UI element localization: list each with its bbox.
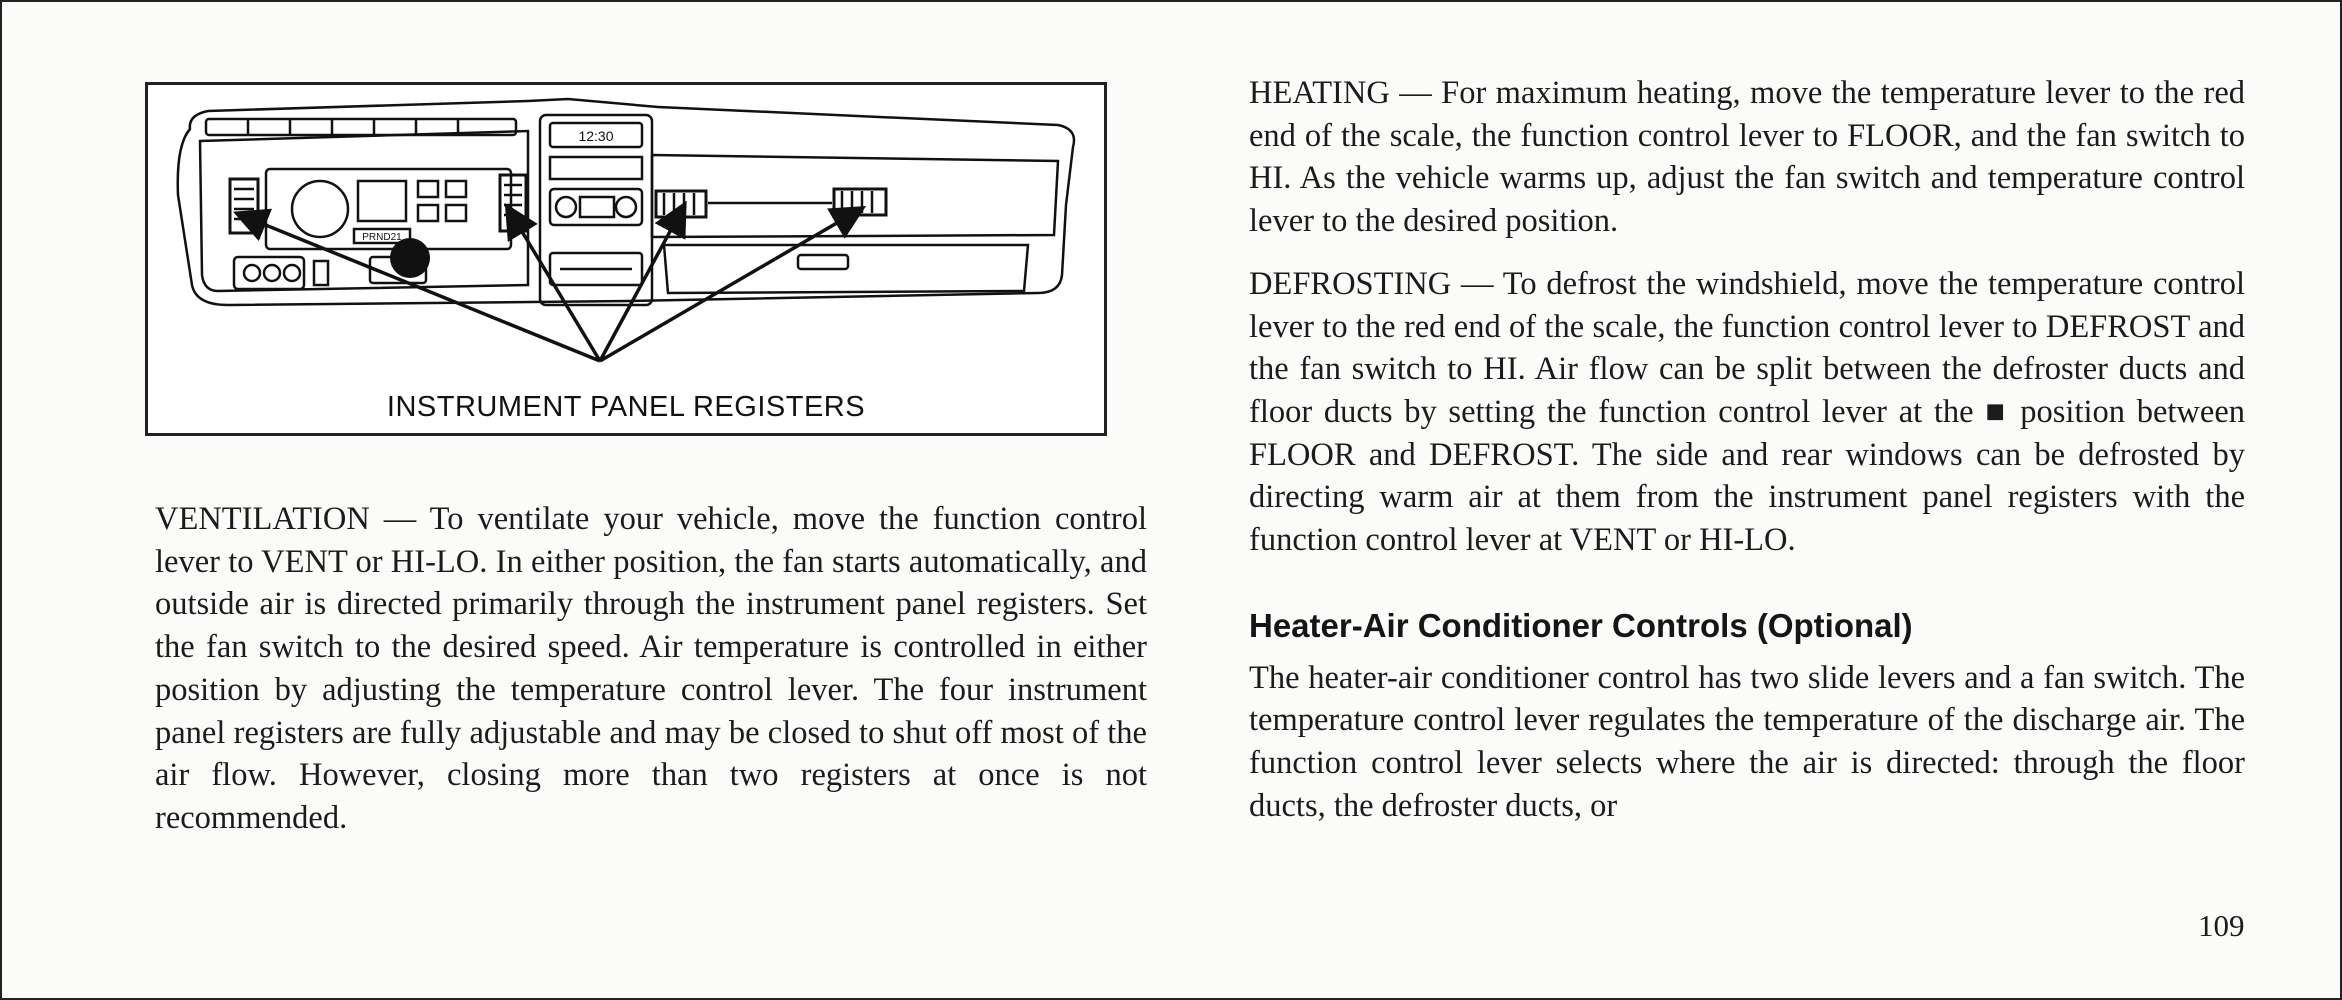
left-column — [155, 498, 1147, 840]
section-heading: Heater-Air Conditioner Controls (Optional) — [1249, 606, 1913, 644]
clock-display: 12:30 — [578, 128, 614, 144]
instrument-panel-illustration — [148, 85, 1104, 433]
ventilation-paragraph: VENTILATION — To ventilate your vehicle, move the function control lever to VENT or HI-LO. In either position, the fan starts automatically, and outside air is directed primarily through the instrument panel registers. Set the fan switch to the desired speed. Air temperature is controlled in either position by adjusting the temperature control lever. The four instrument panel registers are fully adjustable and may be closed to shut off most of the air flow. However, closing more than two registers at once is not recommended. — [155, 501, 1147, 836]
right-column — [1249, 72, 2245, 828]
defrosting-paragraph: DEFROSTING — To defrost the windshield, move the temperature control lever to the red end of the scale, the function control lever to DEFROST and the fan switch to HI. Air flow can be split between the defroster ducts and floor ducts by setting the function control lever at the ■ position between FLOOR and DEFROST. The side and rear windows can be defrosted by directing warm air at them from the instrument panel registers with the function control lever at VENT or HI-LO. — [1249, 265, 2245, 559]
heating-paragraph: HEATING — For maximum heating, move the temperature lever to the red end of the scale, the function control lever to FLOOR, and the fan switch to HI. As the vehicle warms up, adjust the fan switch and temperature control lever to the desired position. — [1249, 75, 2245, 240]
page-number: 109 — [2198, 908, 2245, 943]
gear-indicator: PRND21 — [362, 232, 402, 243]
instrument-panel-figure — [145, 82, 1107, 436]
heater-ac-paragraph: The heater-air conditioner control has two slide levers and a fan switch. The temperature control lever regulates the temperature of the discharge air. The function control lever selects where the air is directed: through the floor ducts, the defroster ducts, or — [1249, 659, 2245, 824]
arrow-center-register — [512, 215, 600, 361]
figure-caption: INSTRUMENT PANEL REGISTERS — [386, 391, 866, 423]
